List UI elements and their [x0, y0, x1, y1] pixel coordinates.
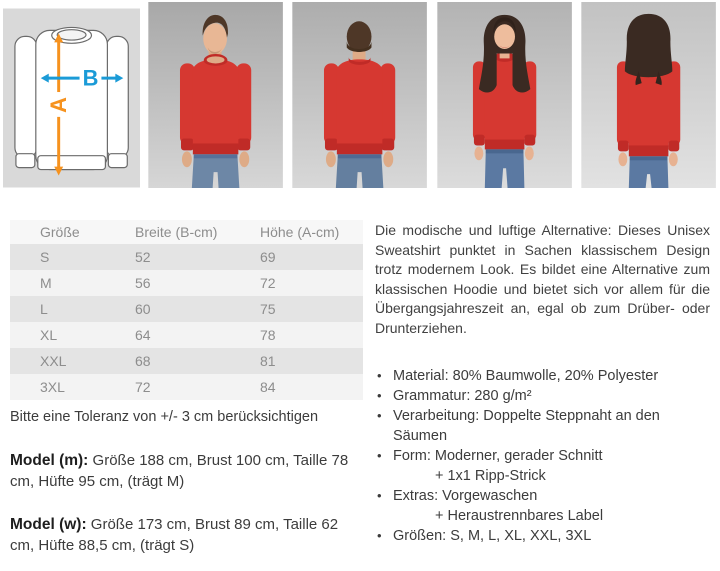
size-table	[10, 220, 363, 400]
spec-list-item	[375, 486, 710, 526]
height-label: A	[46, 97, 72, 113]
spec-list-item	[375, 386, 710, 406]
bullet-icon: •	[377, 388, 382, 403]
spec-text: Form: Moderner, gerader Schnitt	[393, 448, 603, 464]
product-details-section	[0, 190, 720, 571]
table-row	[10, 322, 363, 348]
column-header-breite: Breite (B-cm)	[135, 220, 260, 244]
spec-list-item	[375, 446, 710, 486]
bullet-icon: •	[377, 528, 382, 543]
model-female-info	[10, 514, 363, 556]
spec-text: Extras: Vorgewaschen	[393, 488, 538, 504]
spec-text: Verarbeitung: Doppelte Steppnaht an den Säumen	[393, 408, 660, 444]
table-row	[10, 244, 363, 270]
sweatshirt-outline-icon	[15, 27, 128, 169]
model-female-back-image[interactable]	[580, 2, 717, 188]
spec-text-wrap	[393, 486, 603, 526]
spec-text: Grammatur: 280 g/m²	[393, 388, 532, 404]
product-image-gallery	[0, 0, 720, 190]
table-row	[10, 348, 363, 374]
breite-cell: 60	[135, 296, 260, 322]
size-info-column	[10, 220, 363, 571]
hoehe-cell: 69	[260, 244, 363, 270]
spec-text-wrap	[393, 526, 591, 546]
sweatshirt-measurement-diagram	[3, 8, 140, 188]
column-header-hoehe: Höhe (A-cm)	[260, 220, 363, 244]
width-label: B	[82, 65, 99, 91]
size-table-body	[10, 244, 363, 400]
bullet-icon: •	[377, 368, 382, 383]
spec-list	[375, 366, 710, 546]
spec-text-wrap	[393, 446, 603, 486]
size-cell: L	[10, 296, 135, 322]
model-male-info	[10, 450, 363, 492]
spec-sub-text: + Heraustrennbares Label	[435, 508, 604, 524]
spec-text-wrap	[393, 406, 710, 446]
male-back-photo	[291, 2, 428, 188]
spec-list-item	[375, 526, 710, 546]
breite-cell: 72	[135, 374, 260, 400]
breite-cell: 52	[135, 244, 260, 270]
male-front-photo	[147, 2, 284, 188]
spec-text-wrap	[393, 386, 532, 406]
model-female-label: Model (w):	[10, 516, 87, 533]
hoehe-cell: 72	[260, 270, 363, 296]
size-cell: M	[10, 270, 135, 296]
size-cell: 3XL	[10, 374, 135, 400]
size-table-header-row	[10, 220, 363, 244]
breite-cell: 56	[135, 270, 260, 296]
size-cell: S	[10, 244, 135, 270]
breite-cell: 68	[135, 348, 260, 374]
female-front-photo	[436, 2, 573, 188]
model-male-measurements: Größe 188 cm, Brust 100 cm, Taille 78 cm, Hüfte 95 cm, (trägt M)	[10, 452, 349, 490]
model-female-measurements: Größe 173 cm, Brust 89 cm, Taille 62 cm, Hüfte 88,5 cm, (trägt S)	[10, 516, 339, 554]
spec-list-item	[375, 366, 710, 386]
model-male-front-image[interactable]	[147, 2, 284, 188]
product-description: Die modische und luftige Alternative: Dieses Unisex Sweatshirt punktet in Sachen klassischem Design trotz modernem Look. Es bildet eine Alternative zum klassischen Hoodie und bietet sich vor allem für die Übergangsjahreszeit an, egal ob zum Drüber- oder Drunterziehen.	[375, 222, 710, 336]
spec-list-item	[375, 406, 710, 446]
size-cell: XL	[10, 322, 135, 348]
bullet-icon: •	[377, 408, 382, 423]
model-female-front-image[interactable]	[436, 2, 573, 188]
spec-text: Material: 80% Baumwolle, 20% Polyester	[393, 368, 659, 384]
hoehe-cell: 75	[260, 296, 363, 322]
model-male-back-image[interactable]	[291, 2, 428, 188]
hoehe-cell: 78	[260, 322, 363, 348]
table-row	[10, 270, 363, 296]
hoehe-cell: 81	[260, 348, 363, 374]
bullet-icon: •	[377, 488, 382, 503]
size-diagram-image[interactable]	[3, 8, 140, 188]
breite-cell: 64	[135, 322, 260, 348]
spec-text: Größen: S, M, L, XL, XXL, 3XL	[393, 528, 592, 544]
description-column	[375, 220, 710, 571]
tolerance-note: Bitte eine Toleranz von +/- 3 cm berücksichtigen	[10, 409, 319, 425]
model-male-label: Model (m):	[10, 452, 89, 469]
spec-sub-text: + 1x1 Ripp-Strick	[435, 468, 546, 484]
spec-text-wrap	[393, 366, 658, 386]
size-cell: XXL	[10, 348, 135, 374]
female-back-photo	[580, 2, 717, 188]
table-row	[10, 374, 363, 400]
hoehe-cell: 84	[260, 374, 363, 400]
column-header-groesse: Größe	[10, 220, 135, 244]
bullet-icon: •	[377, 448, 382, 463]
table-row	[10, 296, 363, 322]
